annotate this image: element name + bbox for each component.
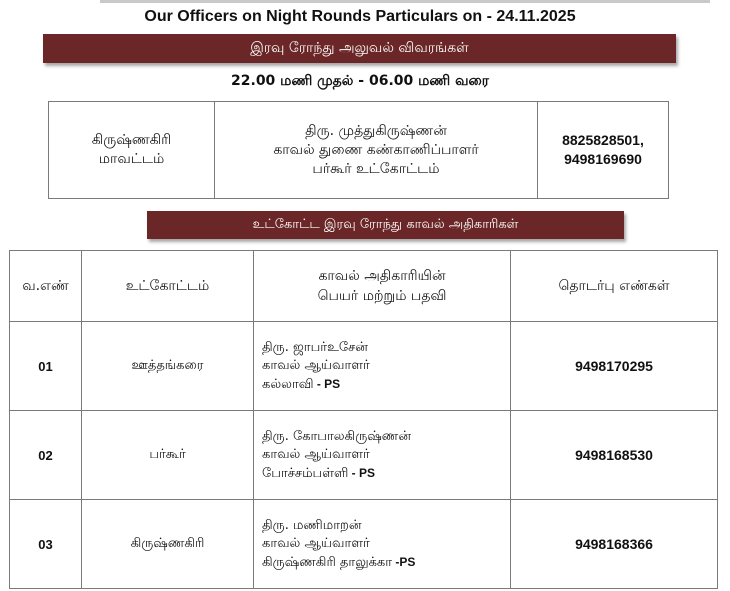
officer-station (262, 375, 510, 394)
row-subdivision: பர்கூர் (82, 411, 254, 500)
row-officer (254, 411, 511, 500)
officer-name: திரு. ஜாபர்உசேன் (262, 339, 368, 355)
timing-text: 22.00 மணி முதல் - 06.00 மணி வரை (231, 73, 489, 89)
officer-station (262, 553, 510, 572)
district-officer-rank: காவல் துணை கண்காணிப்பாளர் (273, 141, 479, 158)
district-officer-cell (215, 102, 538, 199)
subdivision-officers-banner: உட்கோட்ட இரவு ரோந்து காவல் அதிகாரிகள் (147, 211, 624, 239)
officer-station (262, 464, 510, 483)
table-row (10, 322, 718, 411)
district-name-line2: மாவட்டம் (98, 151, 165, 167)
station-suffix: - PS (313, 376, 341, 391)
header-subdivision: உட்கோட்டம் (82, 251, 254, 322)
district-officer-table (48, 101, 669, 199)
district-phone-2: 9498169690 (564, 151, 642, 167)
header-contact: தொடர்பு எண்கள் (511, 251, 718, 322)
station-name: போச்சம்பள்ளி (262, 465, 349, 481)
header-officer-line2: பெயர் மற்றும் பதவி (317, 288, 447, 304)
station-name: கிருஷ்ணகிரி தாலுக்கா (262, 554, 393, 570)
station-suffix: -PS (392, 554, 416, 569)
row-sno: 02 (10, 411, 82, 500)
district-row (49, 102, 669, 199)
station-name: கல்லாவி (262, 376, 314, 392)
row-contact: 9498168366 (511, 500, 718, 589)
officer-name: திரு. மணிமாறன் (262, 517, 362, 533)
row-sno: 01 (10, 322, 82, 411)
officer-rank: காவல் ஆய்வாளர் (262, 446, 370, 462)
header-officer-line1: காவல் அதிகாரியின் (318, 268, 446, 284)
row-subdivision: கிருஷ்ணகிரி (82, 500, 254, 589)
header-officer (254, 251, 511, 322)
row-sno: 03 (10, 500, 82, 589)
district-phone-cell (538, 102, 669, 199)
table-row (10, 500, 718, 589)
district-officer-office: பர்கூர் உட்கோட்டம் (312, 160, 440, 177)
district-name-line1: கிருஷ்ணகிரி (91, 132, 172, 148)
officer-rank: காவல் ஆய்வாளர் (262, 535, 370, 551)
station-suffix: - PS (348, 465, 375, 480)
table-header-row (10, 251, 718, 322)
row-contact: 9498170295 (511, 322, 718, 411)
subdivision-officers-table (9, 250, 718, 589)
officer-name: திரு. கோபாலகிருஷ்ணன் (262, 428, 411, 444)
officer-rank: காவல் ஆய்வாளர் (262, 357, 370, 373)
district-phone-1: 8825828501, (562, 132, 644, 148)
top-rule (100, 0, 710, 3)
row-contact: 9498168530 (511, 411, 718, 500)
district-name-cell (49, 102, 215, 199)
row-officer (254, 322, 511, 411)
page-title: Our Officers on Night Rounds Particulars on - 24.11.2025 (144, 8, 576, 25)
header-sno: வ.எண் (10, 251, 82, 322)
night-rounds-banner: இரவு ரோந்து அலுவல் விவரங்கள் (43, 34, 676, 63)
row-officer (254, 500, 511, 589)
district-officer-name: திரு. முத்துகிருஷ்ணன் (305, 122, 447, 139)
row-subdivision: ஊத்தங்கரை (82, 322, 254, 411)
table-row (10, 411, 718, 500)
